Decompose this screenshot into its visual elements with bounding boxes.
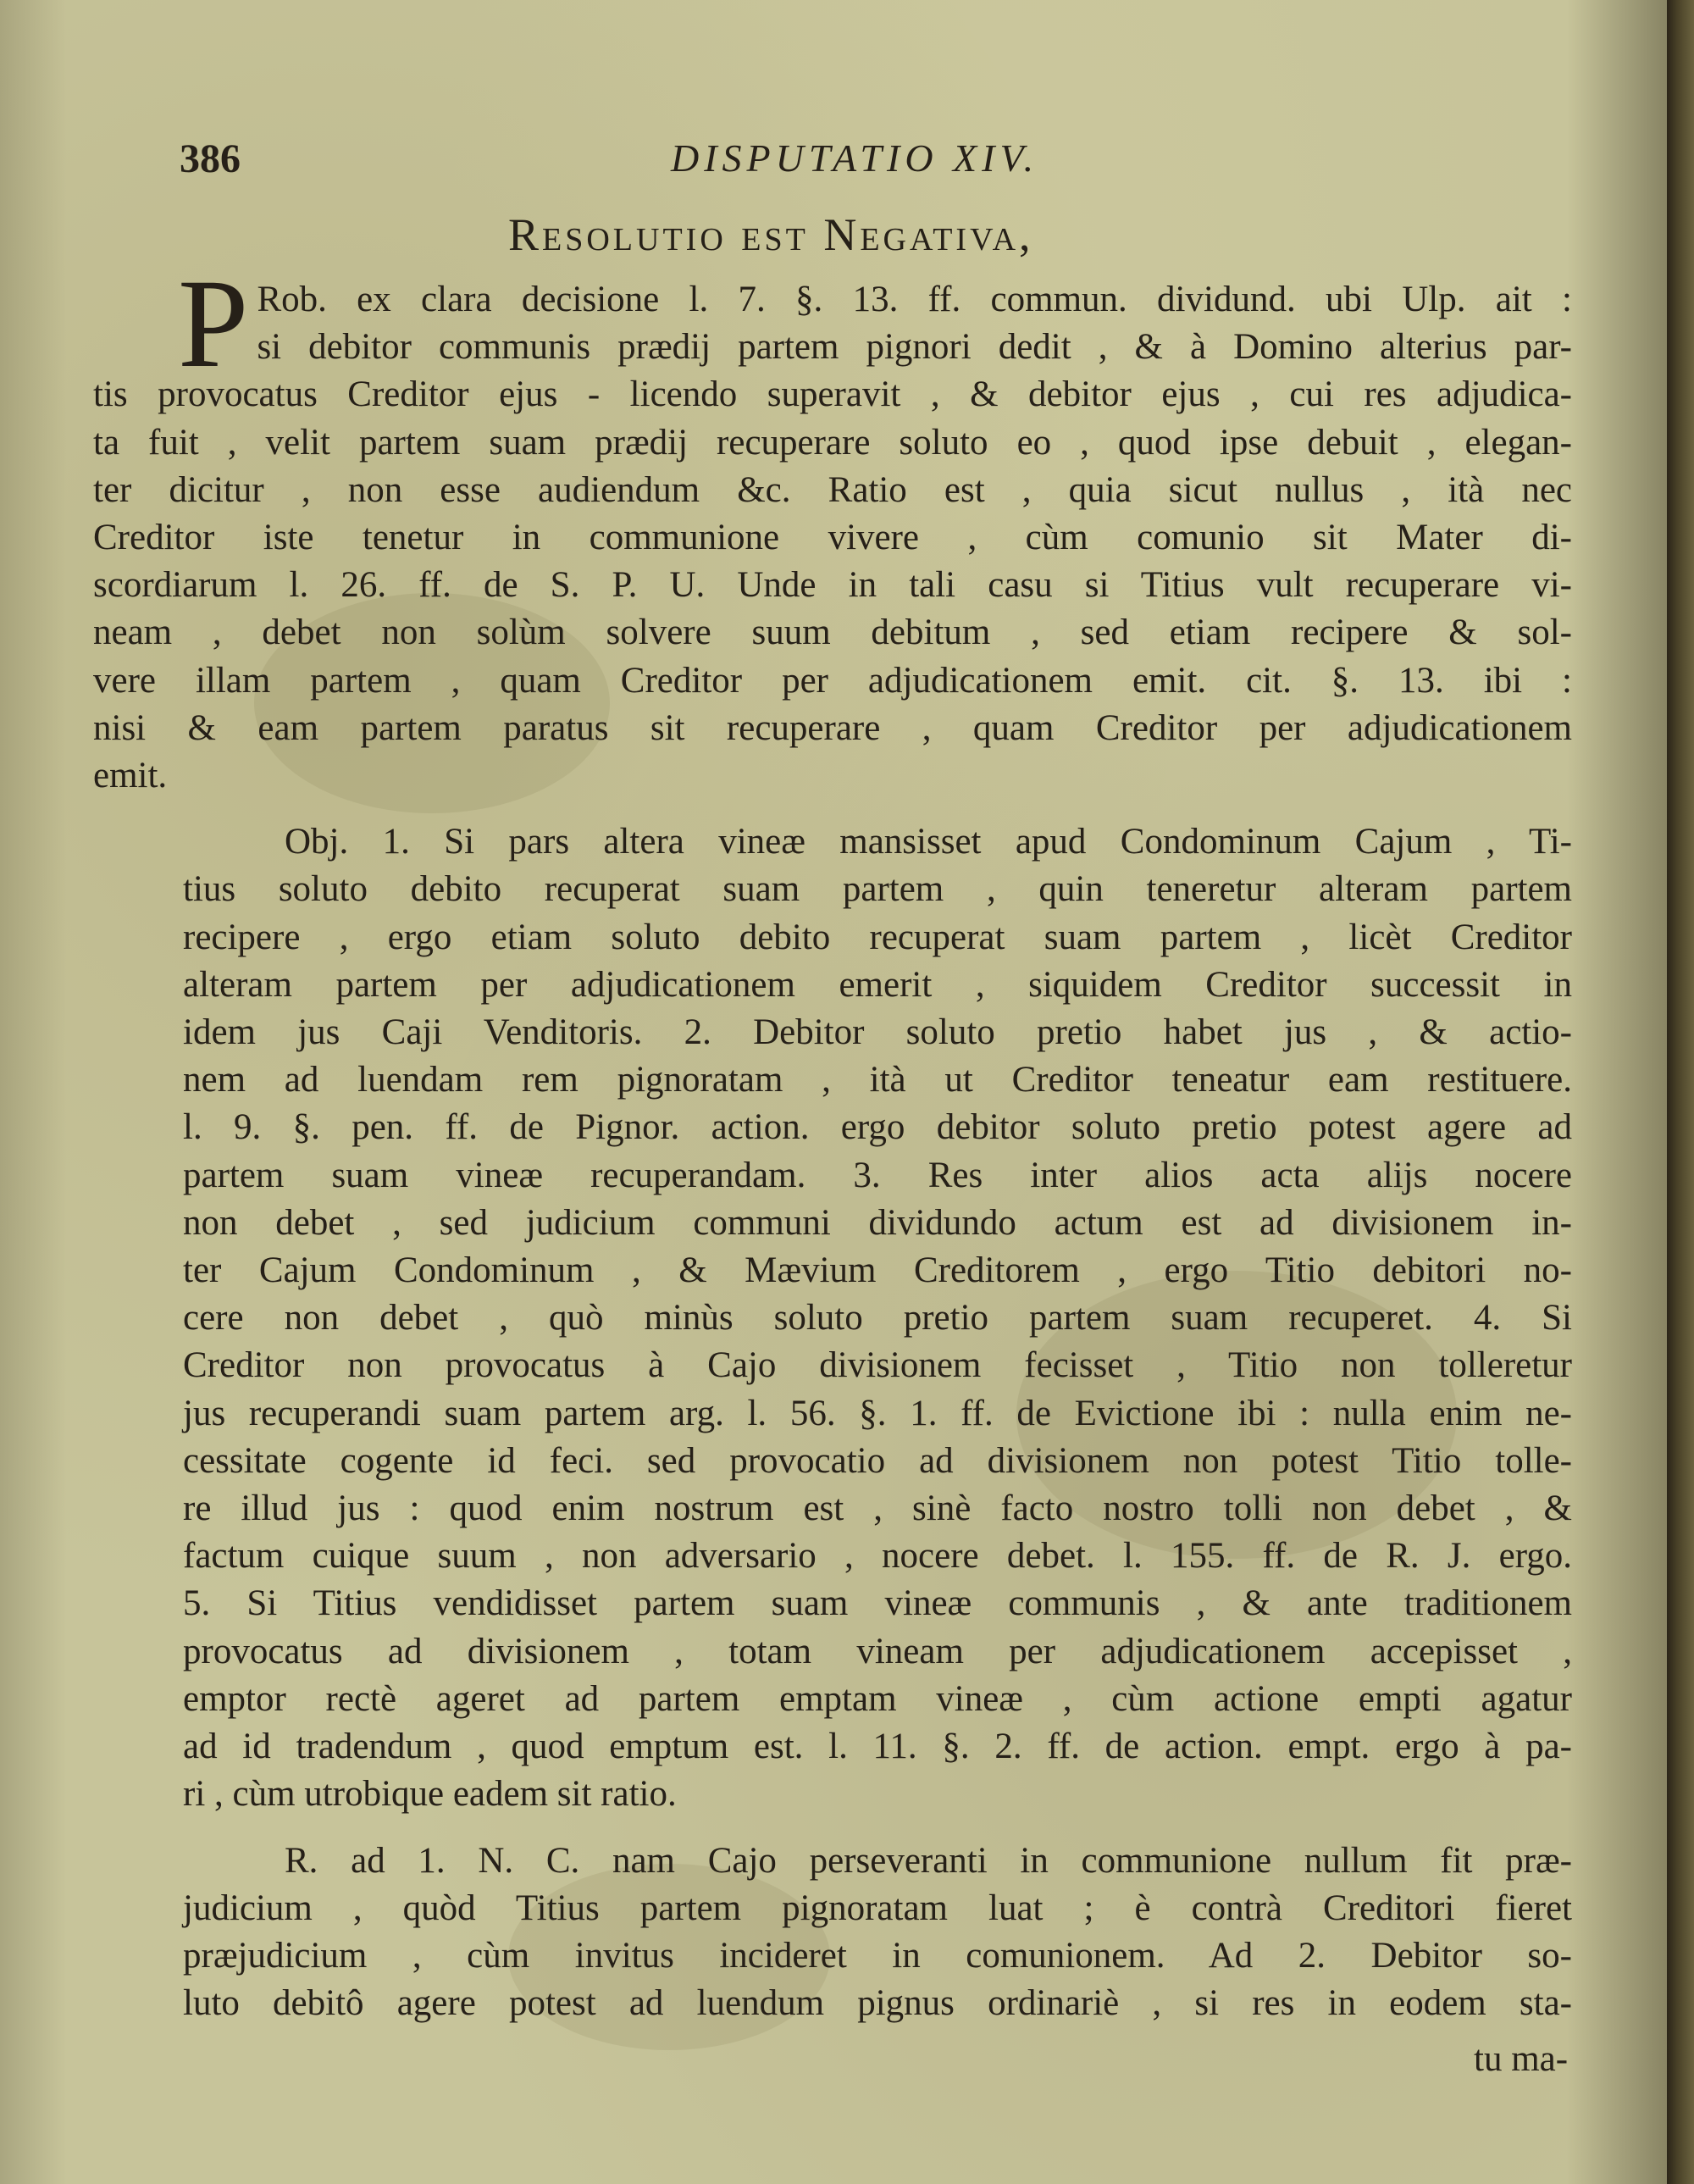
text-line: factum cuique suum , non adversario , nocere debet. l. 155. ff. de R. J. ergo. [183,1536,1572,1577]
text-line: jus recuperandi suam partem arg. l. 56. §. 1. ff. de Evictione ibi : nulla enim ne- [183,1393,1572,1433]
text-line: præjudicium , cùm invitus incideret in comunionem. Ad 2. Debitor so- [183,1935,1572,1976]
text-line: Obj. 1. Si pars altera vineæ mansisset apud Condominum Cajum , Ti- [285,822,1572,862]
text-line: Creditor non provocatus à Cajo divisionem fecisset , Titio non tolleretur [183,1345,1572,1386]
paragraph-objections [183,818,1572,1818]
paragraph-resolutio [93,253,1572,800]
text-line: cessitate cogente id feci. sed provocatio ad divisionem non potest Titio tolle- [183,1440,1572,1481]
text-line: Creditor iste tenetur in communione vivere , cùm comunio sit Mater di- [93,518,1572,558]
paragraph-gap [183,800,1572,818]
text-line: Rob. ex clara decisione l. 7. §. 13. ff. commun. dividund. ubi Ulp. ait : [257,280,1572,319]
text-line: partem suam vineæ recuperandam. 3. Res inter alios acta alijs nocere [183,1155,1572,1195]
page-number: 386 [180,136,241,181]
section-title: Resolutio est Negativa, [508,209,1034,260]
text-line: ter dicitur , non esse audiendum &c. Ratio est , quia sicut nullus , ità nec [93,469,1572,510]
text-line: scordiarum l. 26. ff. de S. P. U. Unde in tali casu si Titius vult recuperare vi- [93,565,1572,606]
text-line: si debitor communis prædij partem pignori dedit , & à Domino alterius par- [257,327,1572,368]
text-line: non debet , sed judicium communi dividundo actum est ad divisionem in- [183,1202,1572,1243]
text-line: judicium , quòd Titius partem pignoratam luat ; è contrà Creditori fieret [183,1887,1572,1928]
text-line: provocatus ad divisionem , totam vineam per adjudicationem accepisset , [183,1631,1572,1671]
paragraph-gap [183,1819,1572,1838]
text-line: ta fuit , velit partem suam prædij recuperare soluto eo , quod ipse debuit , elegan- [93,422,1572,463]
text-line: nisi & eam partem paratus sit recuperare , quam Creditor per adjudicationem [93,707,1572,748]
body-text [93,253,1572,2027]
text-line: recipere , ergo etiam soluto debito recuperat suam partem , licèt Creditor [183,917,1572,957]
running-head: DISPUTATIO XIV. [671,136,1039,180]
text-line: alteram partem per adjudicationem emerit , siquidem Creditor successit in [183,964,1572,1005]
drop-cap: P [178,253,249,394]
text-line: tius soluto debito recuperat suam partem , quin teneretur alteram partem [183,869,1572,910]
text-line: ter Cajum Condominum , & Mævium Creditorem , ergo Titio debitori no- [183,1250,1572,1291]
book-gutter [1667,0,1694,2184]
text-line: ri , cùm utrobique eadem sit ratio. [183,1774,677,1815]
text-line: emptor rectè ageret ad partem emptam vineæ , cùm actione empti agatur [183,1678,1572,1719]
page-header [180,136,1111,186]
text-line: R. ad 1. N. C. nam Cajo perseveranti in communione nullum fit præ- [285,1840,1572,1881]
text-line: nem ad luendam rem pignoratam , ità ut Creditor teneatur eam restituere. [183,1060,1572,1100]
paragraph-responses [183,1838,1572,2028]
text-line: l. 9. §. pen. ff. de Pignor. action. ergo debitor soluto pretio potest agere ad [183,1107,1572,1148]
text-line: neam , debet non solùm solvere suum debitum , sed etiam recipere & sol- [93,613,1572,653]
text-line: idem jus Caji Venditoris. 2. Debitor soluto pretio habet jus , & actio- [183,1012,1572,1053]
text-line: emit. [93,756,168,796]
text-line: 5. Si Titius vendidisset partem suam vineæ communis , & ante traditionem [183,1583,1572,1624]
text-line: luto debitô agere potest ad luendum pignus ordinariè , si res in eodem sta- [183,1983,1572,2024]
text-line: vere illam partem , quam Creditor per adjudicationem emit. cit. §. 13. ibi : [93,660,1572,701]
text-line: ad id tradendum , quod emptum est. l. 11. §. 2. ff. de action. empt. ergo à pa- [183,1727,1572,1767]
text-line: re illud jus : quod enim nostrum est , sinè facto nostro tolli non debet , & [183,1488,1572,1529]
catchword: tu ma- [1474,2039,1569,2079]
text-line: tis provocatus Creditor ejus - licendo superavit , & debitor ejus , cui res adjudica- [93,374,1572,415]
text-line: cere non debet , quò minùs soluto pretio partem suam recuperet. 4. Si [183,1298,1572,1339]
